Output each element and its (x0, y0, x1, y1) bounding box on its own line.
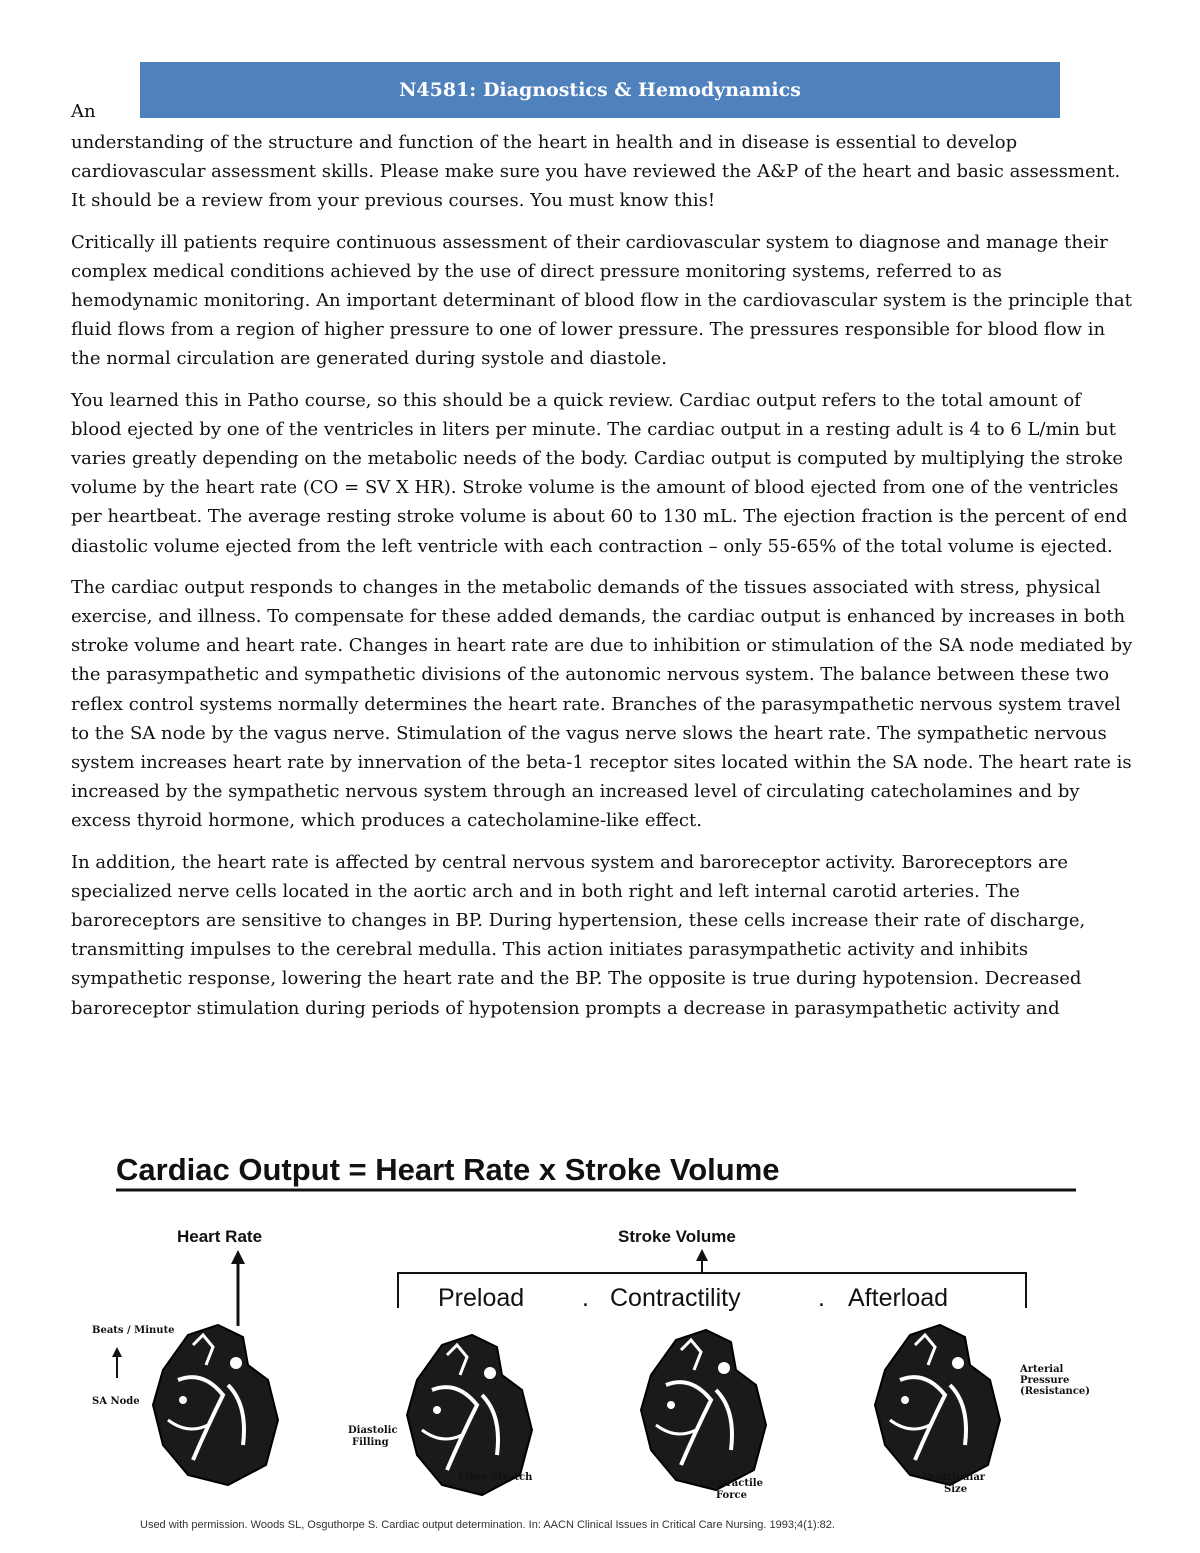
pressure-label: Pressure (1020, 1375, 1070, 1386)
size-label: Size (944, 1484, 968, 1495)
preload-label: Preload (438, 1284, 525, 1312)
stroke-volume-label: Stroke Volume (618, 1227, 736, 1246)
separator-dot: . (818, 1284, 825, 1312)
afterload-label: Afterload (848, 1284, 949, 1312)
paragraph: The cardiac output responds to changes in the metabolic demands of the tissues associated with stress, physical exercise, and illness. To compensate for these added demands, the cardiac output is enhanced by increases in both stroke volume and heart rate. Changes in heart rate are due to inhibition or stimulation of the SA node mediated by the parasympathetic and sympathetic divisions of the autonomic nervous system. The balance between these two reflex control systems normally determines the heart rate. Branches of the parasympathetic nervous system travel to the SA node by the vagus nerve. Stimulation of the vagus nerve slows the heart rate. The sympathetic nervous system increases heart rate by innervation of the beta-1 receptor sites located within the SA node. The heart rate is increased by the sympathetic nervous system through an increased level of circulating catecholamines and by excess thyroid hormone, which produces a catecholamine-like effect. (71, 576, 1133, 832)
separator-dot: . (582, 1284, 589, 1312)
heart-illustration (875, 1325, 1000, 1485)
arrow-head-icon (231, 1250, 245, 1264)
heart-illustration (407, 1335, 532, 1495)
cardiac-output-figure (80, 1140, 1120, 1540)
document-title: N4581: Diagnostics & Hemodynamics (399, 79, 801, 101)
heart-illustration (641, 1330, 766, 1490)
paragraph: You learned this in Patho course, so this should be a quick review. Cardiac output refers to the total amount of blood ejected by one of the ventricles in liters per minute. The cardiac output in a resting adult is 4 to 6 L/min but varies greatly depending on the metabolic needs of the body. Cardiac output is computed by multiplying the stroke volume by the heart rate (CO = SV X HR). Stroke volume is the amount of blood ejected from one of the ventricles per heartbeat. The average resting stroke volume is about 60 to 130 mL. The ejection fraction is the percent of end diastolic volume ejected from the left ventricle with each contraction – only 55-65% of the total volume is ejected. (71, 389, 1128, 557)
intro-fragment: An (71, 101, 96, 122)
figure-citation: Used with permission. Woods SL, Osguthorpe S. Cardiac output determination. In: AACN Clinical Issues in Critical Care Nursing. 1993;4(1):82. (140, 1519, 835, 1531)
contractile-label: Contractile (700, 1478, 763, 1489)
diastolic-label: Diastolic (348, 1425, 398, 1436)
arrow-head-icon (696, 1249, 708, 1261)
sa-node-label: SA Node (92, 1396, 140, 1407)
arterial-label: Arterial (1020, 1364, 1064, 1375)
paragraph: Critically ill patients require continuous assessment of their cardiovascular system to diagnose and manage their complex medical conditions achieved by the use of direct pressure monitoring systems, referred to as hemodynamic monitoring. An important determinant of blood flow in the cardiovascular system is the principle that fluid flows from a region of higher pressure to one of lower pressure. The pressures responsible for blood flow in the normal circulation are generated during systole and diastole. (71, 231, 1132, 370)
heart-rate-label: Heart Rate (177, 1227, 263, 1246)
filling-label: Filling (352, 1437, 389, 1448)
beats-minute-label: Beats / Minute (92, 1325, 175, 1336)
contractility-label: Contractility (610, 1284, 741, 1312)
arrow-head-icon (112, 1347, 122, 1357)
equation-title: Cardiac Output = Heart Rate x Stroke Volume (116, 1152, 780, 1187)
paragraph: In addition, the heart rate is affected by central nervous system and baroreceptor activity. Baroreceptors are specialized nerve cells located in the aortic arch and in both right and left internal carotid arteries. The baroreceptors are sensitive to changes in BP. During hypertension, these cells increase their rate of discharge, transmitting impulses to the cerebral medulla. This action initiates parasympathetic activity and inhibits sympathetic response, lowering the heart rate and the BP. The opposite is true during hypotension. Decreased baroreceptor stimulation during periods of hypotension prompts a decrease in parasympathetic activity and (71, 851, 1086, 1019)
resistance-label: (Resistance) (1020, 1386, 1091, 1397)
heart-illustration (153, 1325, 278, 1485)
force-label: Force (716, 1490, 747, 1501)
body-text (71, 128, 1133, 1035)
ventricular-label: Ventricular (922, 1472, 986, 1483)
header-banner (140, 62, 1060, 118)
fiber-stretch-label: Fiber Stretch (458, 1472, 533, 1483)
paragraph: understanding of the structure and function of the heart in health and in disease is essential to develop cardiovascular assessment skills. Please make sure you have reviewed the A&P of the heart and basic assessment. It should be a review from your previous courses. You must know this! (71, 132, 1121, 212)
